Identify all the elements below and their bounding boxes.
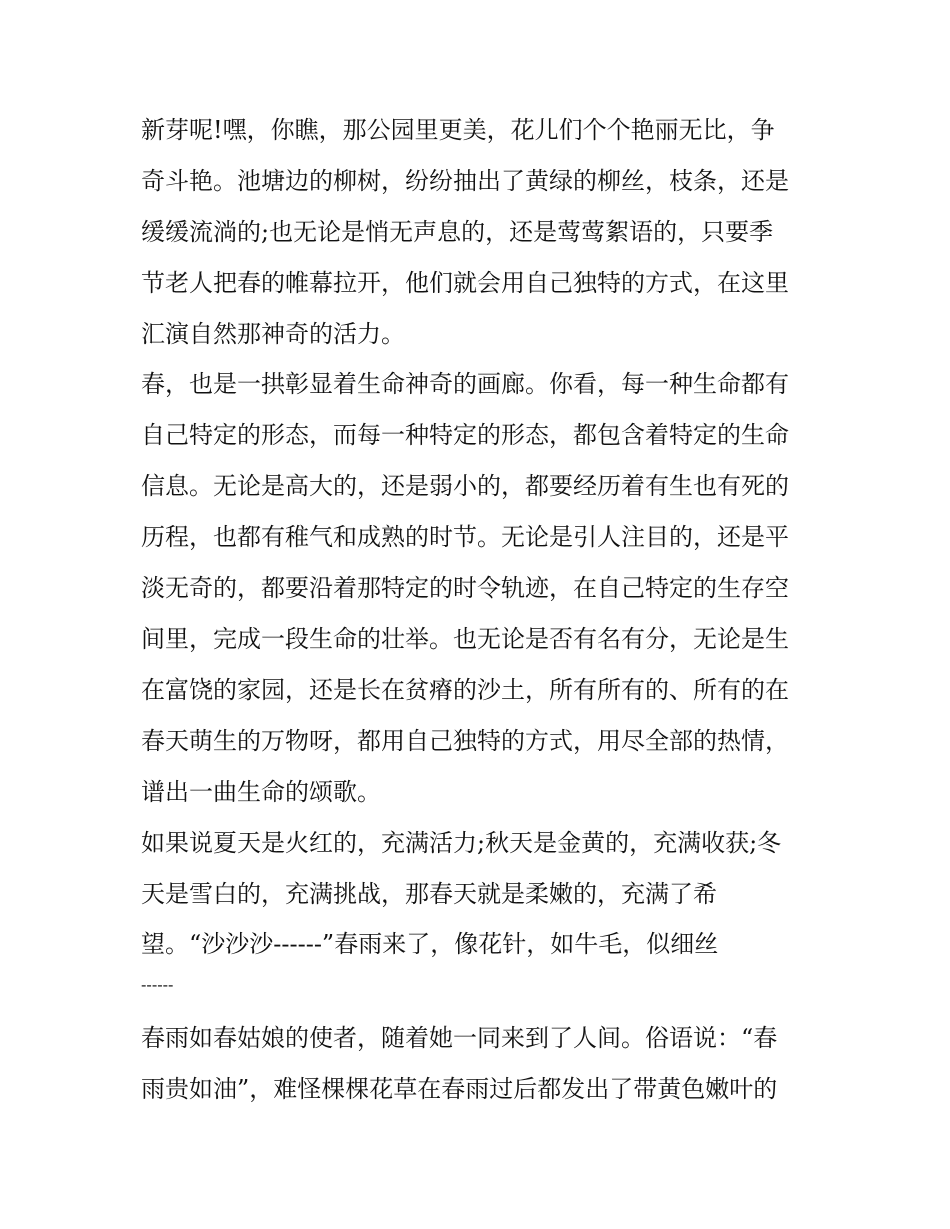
text-line: 春天萌生的万物呀，都用自己独特的方式，用尽全部的热情， — [141, 727, 789, 755]
text-line: 淡无奇的，都要沿着那特定的时令轨迹，在自己特定的生存空 — [141, 574, 789, 602]
text-line: 谱出一曲生命的颂歌。 — [141, 778, 381, 806]
text-line: 春，也是一拱彰显着生命神奇的画廊。你看，每一种生命都有 — [141, 370, 789, 398]
text-line: 在富饶的家园，还是长在贫瘠的沙土，所有所有的、所有的在 — [141, 676, 789, 704]
text-line: 如果说夏天是火红的，充满活力;秋天是金黄的，充满收获;冬 — [141, 829, 782, 857]
text-line: 奇斗艳。池塘边的柳树，纷纷抽出了黄绿的柳丝，枝条，还是 — [141, 167, 789, 195]
text-line: 信息。无论是高大的，还是弱小的，都要经历着有生也有死的 — [141, 472, 789, 500]
text-line: 天是雪白的，充满挑战，那春天就是柔嫩的，充满了希 — [141, 880, 717, 908]
text-line: 新芽呢!嘿，你瞧，那公园里更美，花儿们个个艳丽无比，争 — [141, 116, 775, 144]
text-line: 汇演自然那神奇的活力。 — [141, 320, 405, 348]
text-line: ------ — [141, 975, 174, 994]
text-line: 自己特定的形态，而每一种特定的形态，都包含着特定的生命 — [141, 421, 789, 449]
text-line: 缓缓流淌的;也无论是悄无声息的，还是莺莺絮语的，只要季 — [141, 218, 774, 246]
text-line: 春雨如春姑娘的使者，随着她一同来到了人间。俗语说：“春 — [141, 1024, 778, 1052]
text-line: 间里，完成一段生命的壮举。也无论是否有名有分，无论是生 — [141, 625, 789, 653]
text-line: 雨贵如油”，难怪棵棵花草在春雨过后都发出了带黄色嫩叶的 — [141, 1075, 778, 1103]
text-line: 节老人把春的帷幕拉开，他们就会用自己独特的方式，在这里 — [141, 269, 789, 297]
text-line: 望。“沙沙沙------”春雨来了，像花针，如牛毛，似细丝 — [141, 930, 719, 958]
text-line: 历程，也都有稚气和成熟的时节。无论是引人注目的，还是平 — [141, 523, 789, 551]
